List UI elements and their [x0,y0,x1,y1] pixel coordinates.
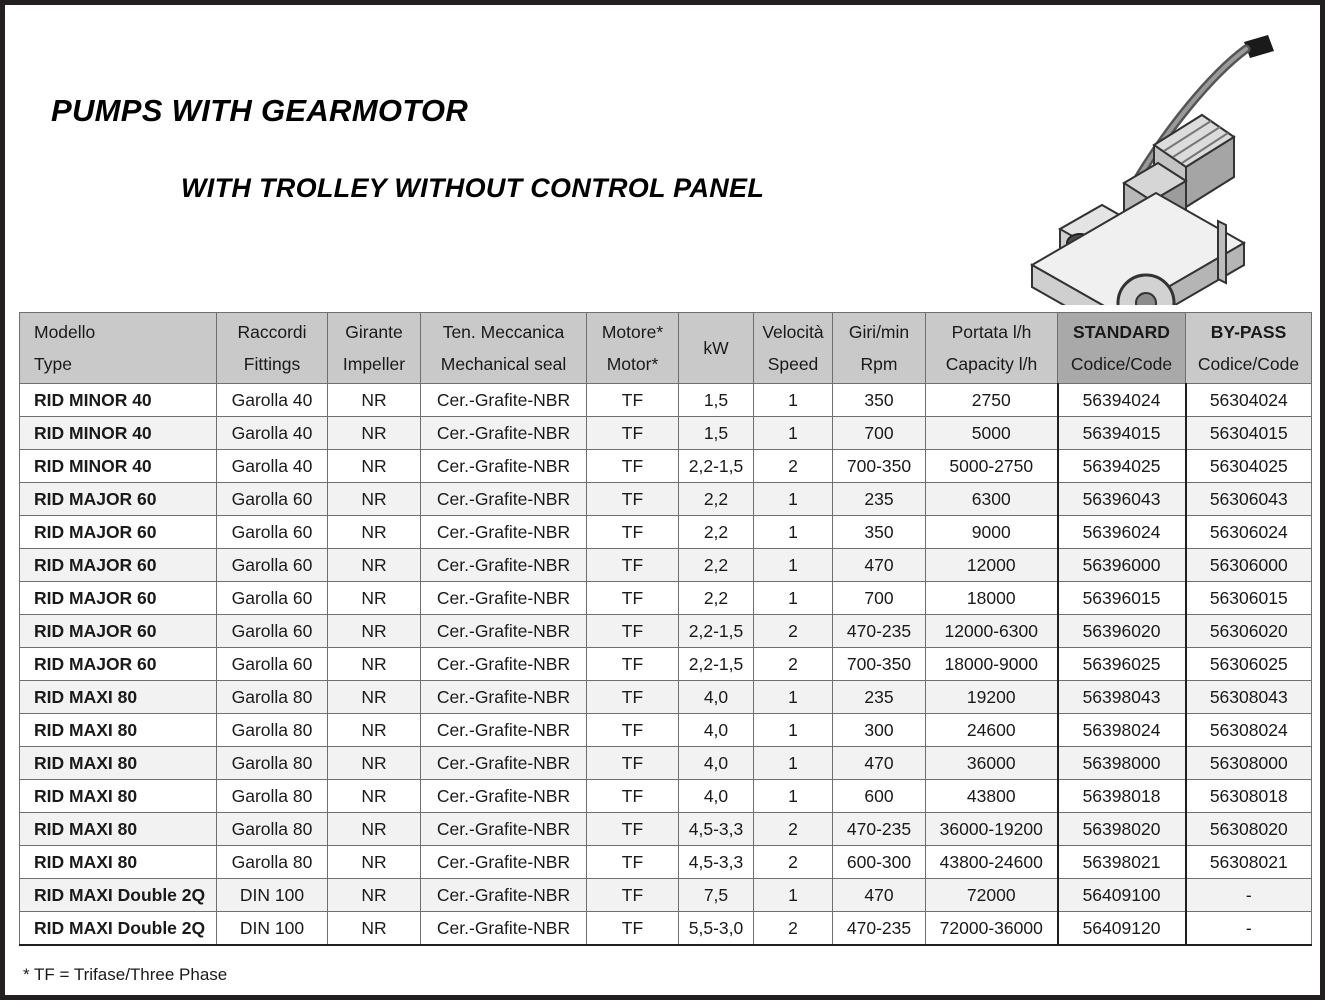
table-row [20,483,1312,516]
cell-motor: TF [587,813,679,846]
cell-bypass-code: 56308020 [1186,813,1312,846]
cell-motor: TF [587,417,679,450]
cell-capacity: 72000-36000 [926,912,1058,946]
cell-impeller: NR [328,747,421,780]
column-header-standard-title: STANDARD [1073,322,1170,342]
cell-kw: 7,5 [679,879,754,912]
cell-fittings: Garolla 60 [217,582,328,615]
cell-motor: TF [587,780,679,813]
cell-rpm: 700 [833,417,926,450]
cell-capacity: 43800-24600 [926,846,1058,879]
cell-kw: 1,5 [679,417,754,450]
cell-fittings: Garolla 60 [217,483,328,516]
cell-motor: TF [587,516,679,549]
table-row [20,912,1312,946]
cell-fittings: DIN 100 [217,912,328,946]
cell-fittings: Garolla 60 [217,516,328,549]
column-header-capacity-it: Portata l/h [951,322,1032,342]
cell-model: RID MAXI 80 [20,714,217,747]
cell-bypass-code: 56304025 [1186,450,1312,483]
cell-standard-code: 56396025 [1058,648,1186,681]
cell-kw: 2,2 [679,549,754,582]
pump-with-gearmotor-trolley-illustration [1006,15,1306,305]
column-header-rpm-it: Giri/min [848,322,910,342]
table-row [20,879,1312,912]
cell-motor: TF [587,681,679,714]
cell-capacity: 18000-9000 [926,648,1058,681]
cell-kw: 4,5-3,3 [679,813,754,846]
column-header-motor [587,313,679,384]
cell-standard-code: 56396043 [1058,483,1186,516]
cell-rpm: 600-300 [833,846,926,879]
cell-speed: 2 [754,813,833,846]
specifications-table [19,312,1312,946]
column-header-capacity [926,313,1058,384]
cell-capacity: 2750 [926,384,1058,417]
table-row [20,417,1312,450]
cell-capacity: 72000 [926,879,1058,912]
cell-speed: 1 [754,879,833,912]
table-row [20,549,1312,582]
column-header-bypass-code [1186,313,1312,384]
cell-kw: 2,2-1,5 [679,450,754,483]
cell-fittings: Garolla 80 [217,813,328,846]
table-row [20,516,1312,549]
cell-fittings: Garolla 40 [217,384,328,417]
cell-impeller: NR [328,483,421,516]
cell-mechanical-seal: Cer.-Grafite-NBR [421,450,587,483]
cell-model: RID MAJOR 60 [20,549,217,582]
cell-mechanical-seal: Cer.-Grafite-NBR [421,648,587,681]
cell-speed: 2 [754,846,833,879]
cell-speed: 1 [754,384,833,417]
cell-capacity: 9000 [926,516,1058,549]
table-row [20,648,1312,681]
cell-model: RID MAXI Double 2Q [20,912,217,946]
cell-impeller: NR [328,516,421,549]
cell-fittings: Garolla 60 [217,549,328,582]
cell-bypass-code: 56306043 [1186,483,1312,516]
cell-speed: 2 [754,912,833,946]
table-row [20,780,1312,813]
cell-standard-code: 56396020 [1058,615,1186,648]
cell-fittings: Garolla 80 [217,681,328,714]
column-header-speed-en: Speed [767,354,819,374]
column-header-model-en: Type [34,354,72,374]
cell-capacity: 43800 [926,780,1058,813]
table-header-row [20,313,1312,384]
cell-kw: 4,0 [679,780,754,813]
cell-rpm: 470-235 [833,615,926,648]
cell-motor: TF [587,450,679,483]
table-header [20,313,1312,384]
cell-capacity: 5000 [926,417,1058,450]
cell-rpm: 470-235 [833,813,926,846]
cell-standard-code: 56398024 [1058,714,1186,747]
cell-model: RID MAXI 80 [20,747,217,780]
column-header-impeller [328,313,421,384]
table-row [20,384,1312,417]
table-row [20,450,1312,483]
cell-speed: 1 [754,417,833,450]
column-header-impeller-en: Impeller [342,354,406,374]
cell-rpm: 235 [833,483,926,516]
cell-impeller: NR [328,846,421,879]
cell-impeller: NR [328,681,421,714]
footnote: * TF = Trifase/Three Phase [23,965,228,984]
cell-motor: TF [587,714,679,747]
cell-fittings: Garolla 40 [217,450,328,483]
table-row [20,582,1312,615]
column-header-standard-code [1058,313,1186,384]
cell-bypass-code: 56304015 [1186,417,1312,450]
column-header-model [20,313,217,384]
cell-model: RID MINOR 40 [20,450,217,483]
cell-bypass-code: 56306015 [1186,582,1312,615]
cell-model: RID MAXI Double 2Q [20,879,217,912]
cell-kw: 4,0 [679,714,754,747]
cell-capacity: 24600 [926,714,1058,747]
cell-capacity: 18000 [926,582,1058,615]
cell-rpm: 700-350 [833,450,926,483]
cell-model: RID MAJOR 60 [20,483,217,516]
cell-rpm: 700-350 [833,648,926,681]
cell-speed: 1 [754,681,833,714]
column-header-seal-en: Mechanical seal [440,354,567,374]
cell-motor: TF [587,879,679,912]
column-header-seal-it: Ten. Meccanica [442,322,565,342]
cell-motor: TF [587,615,679,648]
cell-bypass-code: 56308021 [1186,846,1312,879]
cell-speed: 1 [754,747,833,780]
column-header-kw-label: kW [703,338,729,358]
cell-bypass-code: 56308024 [1186,714,1312,747]
cell-speed: 1 [754,582,833,615]
cell-bypass-code: 56308018 [1186,780,1312,813]
cell-fittings: Garolla 40 [217,417,328,450]
cell-model: RID MAJOR 60 [20,516,217,549]
cell-standard-code: 56398018 [1058,780,1186,813]
cell-kw: 2,2-1,5 [679,615,754,648]
column-header-motor-it: Motore* [601,322,664,342]
cell-rpm: 470 [833,879,926,912]
cell-capacity: 12000 [926,549,1058,582]
cell-mechanical-seal: Cer.-Grafite-NBR [421,747,587,780]
page-subtitle: WITH TROLLEY WITHOUT CONTROL PANEL [181,173,765,203]
cell-rpm: 350 [833,516,926,549]
cell-mechanical-seal: Cer.-Grafite-NBR [421,681,587,714]
table-row [20,714,1312,747]
cell-model: RID MAXI 80 [20,780,217,813]
page-title: PUMPS WITH GEARMOTOR [51,93,469,128]
cell-motor: TF [587,483,679,516]
cell-mechanical-seal: Cer.-Grafite-NBR [421,780,587,813]
cell-rpm: 235 [833,681,926,714]
cell-capacity: 36000-19200 [926,813,1058,846]
cell-rpm: 300 [833,714,926,747]
cell-kw: 5,5-3,0 [679,912,754,946]
cell-impeller: NR [328,813,421,846]
cell-bypass-code: 56304024 [1186,384,1312,417]
cell-impeller: NR [328,549,421,582]
cell-fittings: Garolla 60 [217,648,328,681]
table-row [20,747,1312,780]
cell-mechanical-seal: Cer.-Grafite-NBR [421,516,587,549]
cell-speed: 1 [754,516,833,549]
cell-bypass-code: 56306020 [1186,615,1312,648]
cell-kw: 4,5-3,3 [679,846,754,879]
table-row [20,846,1312,879]
cell-bypass-code: 56306024 [1186,516,1312,549]
cell-impeller: NR [328,912,421,946]
cell-kw: 1,5 [679,384,754,417]
cell-fittings: Garolla 80 [217,780,328,813]
cell-speed: 2 [754,648,833,681]
column-header-rpm-en: Rpm [860,354,898,374]
cell-impeller: NR [328,648,421,681]
cell-standard-code: 56409120 [1058,912,1186,946]
cell-capacity: 6300 [926,483,1058,516]
column-header-mechanical-seal [421,313,587,384]
cell-impeller: NR [328,582,421,615]
cell-bypass-code: - [1186,879,1312,912]
cell-kw: 2,2 [679,483,754,516]
cell-model: RID MINOR 40 [20,417,217,450]
column-header-impeller-it: Girante [345,322,403,342]
cell-standard-code: 56398021 [1058,846,1186,879]
cell-kw: 2,2-1,5 [679,648,754,681]
cell-rpm: 470-235 [833,912,926,946]
cell-standard-code: 56398043 [1058,681,1186,714]
cell-fittings: Garolla 80 [217,714,328,747]
cell-motor: TF [587,549,679,582]
cell-standard-code: 56396024 [1058,516,1186,549]
cell-impeller: NR [328,780,421,813]
cell-capacity: 36000 [926,747,1058,780]
column-header-kw [679,313,754,384]
cell-impeller: NR [328,450,421,483]
cell-kw: 4,0 [679,681,754,714]
cell-speed: 2 [754,615,833,648]
cell-mechanical-seal: Cer.-Grafite-NBR [421,549,587,582]
cell-speed: 1 [754,714,833,747]
cell-mechanical-seal: Cer.-Grafite-NBR [421,879,587,912]
cell-mechanical-seal: Cer.-Grafite-NBR [421,813,587,846]
cell-bypass-code: 56308000 [1186,747,1312,780]
cell-bypass-code: 56308043 [1186,681,1312,714]
cell-kw: 4,0 [679,747,754,780]
cell-motor: TF [587,747,679,780]
cell-standard-code: 56398020 [1058,813,1186,846]
cell-mechanical-seal: Cer.-Grafite-NBR [421,912,587,946]
table-row [20,681,1312,714]
cell-standard-code: 56394015 [1058,417,1186,450]
column-header-capacity-en: Capacity l/h [945,354,1038,374]
column-header-bypass-title: BY-PASS [1210,322,1287,342]
cell-capacity: 19200 [926,681,1058,714]
cell-model: RID MAXI 80 [20,846,217,879]
cell-standard-code: 56394025 [1058,450,1186,483]
cell-fittings: Garolla 80 [217,846,328,879]
cell-mechanical-seal: Cer.-Grafite-NBR [421,714,587,747]
cell-kw: 2,2 [679,582,754,615]
cell-model: RID MAJOR 60 [20,648,217,681]
column-header-standard-sub: Codice/Code [1070,354,1173,374]
cell-motor: TF [587,912,679,946]
cell-impeller: NR [328,879,421,912]
table-row [20,813,1312,846]
cell-fittings: Garolla 80 [217,747,328,780]
column-header-bypass-sub: Codice/Code [1197,354,1300,374]
cell-rpm: 600 [833,780,926,813]
column-header-motor-en: Motor* [606,354,659,374]
cell-speed: 2 [754,450,833,483]
cell-model: RID MAXI 80 [20,813,217,846]
column-header-speed [754,313,833,384]
cell-mechanical-seal: Cer.-Grafite-NBR [421,417,587,450]
cell-standard-code: 56394024 [1058,384,1186,417]
cell-standard-code: 56396015 [1058,582,1186,615]
table-body [20,384,1312,946]
title-block [51,93,951,204]
table-row [20,615,1312,648]
cell-impeller: NR [328,615,421,648]
cell-model: RID MINOR 40 [20,384,217,417]
cell-bypass-code: - [1186,912,1312,946]
cell-standard-code: 56409100 [1058,879,1186,912]
cell-model: RID MAJOR 60 [20,582,217,615]
cell-speed: 1 [754,483,833,516]
column-header-rpm [833,313,926,384]
column-header-fittings [217,313,328,384]
cell-mechanical-seal: Cer.-Grafite-NBR [421,615,587,648]
column-header-fittings-en: Fittings [243,354,301,374]
cell-rpm: 700 [833,582,926,615]
cell-mechanical-seal: Cer.-Grafite-NBR [421,384,587,417]
cell-rpm: 350 [833,384,926,417]
cell-capacity: 12000-6300 [926,615,1058,648]
cell-impeller: NR [328,417,421,450]
column-header-fittings-it: Raccordi [237,322,307,342]
cell-motor: TF [587,582,679,615]
cell-motor: TF [587,648,679,681]
cell-standard-code: 56398000 [1058,747,1186,780]
cell-fittings: Garolla 60 [217,615,328,648]
cell-rpm: 470 [833,747,926,780]
cell-motor: TF [587,384,679,417]
cell-model: RID MAJOR 60 [20,615,217,648]
cell-fittings: DIN 100 [217,879,328,912]
column-header-model-it: Modello [34,322,96,342]
cell-motor: TF [587,846,679,879]
cell-mechanical-seal: Cer.-Grafite-NBR [421,582,587,615]
cell-standard-code: 56396000 [1058,549,1186,582]
cell-kw: 2,2 [679,516,754,549]
cell-mechanical-seal: Cer.-Grafite-NBR [421,483,587,516]
cell-rpm: 470 [833,549,926,582]
cell-mechanical-seal: Cer.-Grafite-NBR [421,846,587,879]
cell-impeller: NR [328,384,421,417]
cell-capacity: 5000-2750 [926,450,1058,483]
cell-impeller: NR [328,714,421,747]
specifications-table-container [19,312,1311,946]
cell-model: RID MAXI 80 [20,681,217,714]
cell-speed: 1 [754,549,833,582]
cell-bypass-code: 56306025 [1186,648,1312,681]
cell-bypass-code: 56306000 [1186,549,1312,582]
cell-speed: 1 [754,780,833,813]
column-header-speed-it: Velocità [762,322,824,342]
